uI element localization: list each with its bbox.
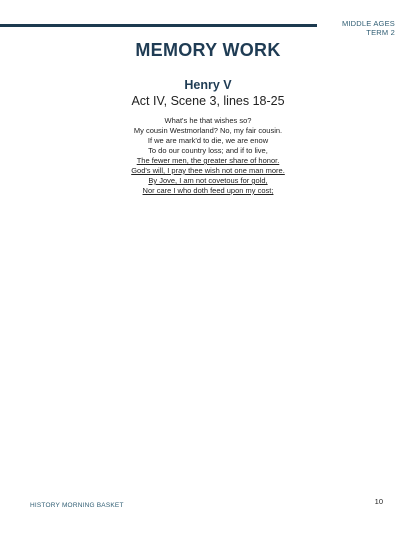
page-number: 10 <box>374 497 383 506</box>
poem-line-text: My cousin Westmorland? No, my fair cousin. <box>133 126 283 135</box>
header-rule <box>0 24 317 27</box>
poem-line-text: If we are mark'd to die, we are enow <box>147 136 269 145</box>
poem-line-text: God's will, I pray thee wish not one man more. <box>131 166 285 175</box>
work-subtitle: Act IV, Scene 3, lines 18-25 <box>131 94 285 108</box>
poem-line-text: To do our country loss; and if to live, <box>148 146 268 155</box>
poem-line <box>0 176 416 186</box>
poem-line <box>0 136 416 146</box>
poem-line-text: Nor care I who doth feed upon my cost; <box>142 186 274 195</box>
poem-line <box>0 166 416 176</box>
poem-line <box>0 186 416 196</box>
page-title: MEMORY WORK <box>135 40 281 60</box>
poem-line <box>0 156 416 166</box>
poem-line <box>0 146 416 156</box>
poem-line <box>0 126 416 136</box>
poem-line-text: By Jove, I am not covetous for gold, <box>148 176 268 185</box>
series-label <box>342 19 395 37</box>
series-line-1: MIDDLE AGES <box>341 19 395 28</box>
poem-line-text: What's he that wishes so? <box>164 116 252 125</box>
poem-line-text: The fewer men, the greater share of honor. <box>136 156 280 165</box>
series-line-2: TERM 2 <box>366 28 395 37</box>
footer-label: HISTORY MORNING BASKET <box>30 502 124 509</box>
work-title: Henry V <box>184 78 232 92</box>
poem-passage <box>0 116 416 196</box>
poem-line <box>0 116 416 126</box>
